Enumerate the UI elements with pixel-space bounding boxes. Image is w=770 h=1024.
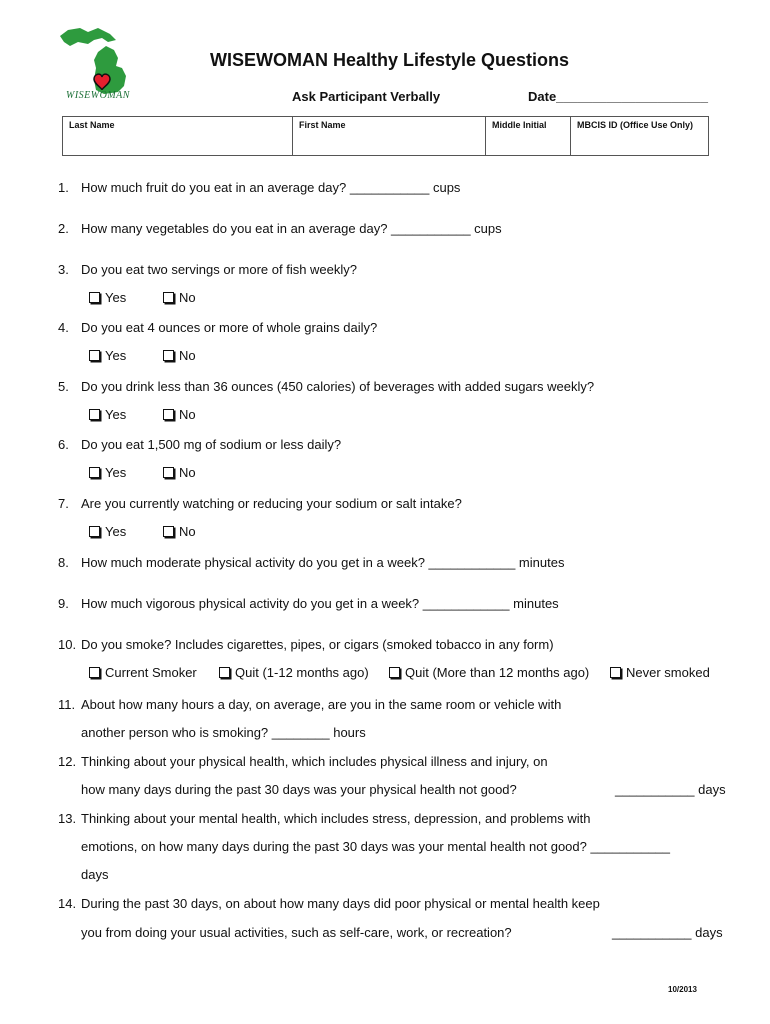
q6-no-option[interactable] — [163, 465, 196, 480]
question-5-text: Do you drink less than 36 ounces (450 calories) of beverages with added sugars weekly? — [81, 379, 595, 394]
option-label: Current Smoker — [105, 665, 197, 680]
checkbox-icon[interactable] — [610, 667, 621, 678]
logo-text: WISEWOMAN — [66, 90, 130, 101]
question-number: 5. — [58, 379, 69, 394]
question-8-text[interactable]: How much moderate physical activity do you get in a week? ____________ minutes — [81, 555, 565, 570]
question-14-text: During the past 30 days, on about how many days did poor physical or mental health keep — [81, 896, 600, 911]
checkbox-icon[interactable] — [389, 667, 400, 678]
question-number: 9. — [58, 596, 69, 611]
question-number: 8. — [58, 555, 69, 570]
checkbox-icon[interactable] — [89, 292, 100, 303]
checkbox-icon[interactable] — [163, 292, 174, 303]
checkbox-icon[interactable] — [89, 467, 100, 478]
option-label: No — [179, 524, 196, 539]
checkbox-icon[interactable] — [89, 526, 100, 537]
date-field[interactable]: Date_____________________ — [528, 89, 709, 104]
question-2-text[interactable]: How many vegetables do you eat in an average day? ___________ cups — [81, 221, 502, 236]
question-1-text[interactable]: How much fruit do you eat in an average day? ___________ cups — [81, 180, 461, 195]
option-label: No — [179, 465, 196, 480]
first-name-cell[interactable]: First Name — [293, 117, 486, 156]
checkbox-icon[interactable] — [89, 350, 100, 361]
question-3-text: Do you eat two servings or more of fish weekly? — [81, 262, 358, 277]
option-label: No — [179, 290, 196, 305]
question-number: 7. — [58, 496, 69, 511]
option-label: Yes — [105, 407, 127, 422]
smoke-option-quit-long[interactable] — [389, 665, 589, 680]
q4-yes-option[interactable] — [89, 348, 126, 363]
question-number: 13. — [58, 811, 77, 826]
question-13-unit: days — [81, 867, 109, 882]
q3-no-option[interactable] — [163, 290, 196, 305]
question-9-text[interactable]: How much vigorous physical activity do you get in a week? ____________ minutes — [81, 596, 559, 611]
question-number: 14. — [58, 896, 77, 911]
question-number: 10. — [58, 637, 77, 652]
question-14-answer-blank[interactable]: ___________ days — [612, 925, 723, 940]
q7-no-option[interactable] — [163, 524, 196, 539]
checkbox-icon[interactable] — [163, 409, 174, 420]
question-12-text-line2: how many days during the past 30 days was your physical health not good? — [81, 782, 517, 797]
question-13-answer-line[interactable]: emotions, on how many days during the past 30 days was your mental health not good? ___________ — [81, 839, 671, 854]
checkbox-icon[interactable] — [163, 526, 174, 537]
q7-yes-option[interactable] — [89, 524, 126, 539]
option-label: Yes — [105, 348, 127, 363]
question-4-text: Do you eat 4 ounces or more of whole grains daily? — [81, 320, 378, 335]
checkbox-icon[interactable] — [163, 467, 174, 478]
question-number: 11. — [58, 697, 76, 712]
question-number: 12. — [58, 754, 77, 769]
smoke-option-never[interactable] — [610, 665, 710, 680]
question-11-answer-line[interactable]: another person who is smoking? ________ hours — [81, 725, 366, 740]
question-11-text: About how many hours a day, on average, are you in the same room or vehicle with — [81, 697, 562, 712]
participant-id-table — [62, 116, 709, 156]
smoke-option-quit-recent[interactable] — [219, 665, 369, 680]
question-13-text: Thinking about your mental health, which includes stress, depression, and problems with — [81, 811, 591, 826]
question-10-text: Do you smoke? Includes cigarettes, pipes, or cigars (smoked tobacco in any form) — [81, 637, 554, 652]
ask-instruction: Ask Participant Verbally — [292, 89, 441, 104]
question-6-text: Do you eat 1,500 mg of sodium or less daily? — [81, 437, 342, 452]
question-12-text: Thinking about your physical health, which includes physical illness and injury, on — [81, 754, 548, 769]
checkbox-icon[interactable] — [219, 667, 230, 678]
option-label: No — [179, 348, 196, 363]
q5-yes-option[interactable] — [89, 407, 126, 422]
option-label: Yes — [105, 465, 127, 480]
last-name-cell[interactable]: Last Name — [63, 117, 293, 156]
question-number: 3. — [58, 262, 69, 277]
question-number: 2. — [58, 221, 69, 236]
question-7-text: Are you currently watching or reducing your sodium or salt intake? — [81, 496, 462, 511]
q3-yes-option[interactable] — [89, 290, 126, 305]
question-12-answer-blank[interactable]: ___________ days — [615, 782, 726, 797]
smoke-option-current[interactable] — [89, 665, 197, 680]
option-label: Quit (1-12 months ago) — [235, 665, 369, 680]
question-number: 4. — [58, 320, 69, 335]
checkbox-icon[interactable] — [163, 350, 174, 361]
mbcis-id-cell[interactable]: MBCIS ID (Office Use Only) — [571, 117, 709, 156]
option-label: Quit (More than 12 months ago) — [405, 665, 590, 680]
option-label: Never smoked — [626, 665, 710, 680]
page-title: WISEWOMAN Healthy Lifestyle Questions — [210, 50, 570, 70]
checkbox-icon[interactable] — [89, 667, 100, 678]
q5-no-option[interactable] — [163, 407, 196, 422]
q4-no-option[interactable] — [163, 348, 196, 363]
question-number: 1. — [58, 180, 69, 195]
option-label: Yes — [105, 524, 127, 539]
middle-initial-cell[interactable]: Middle Initial — [486, 117, 571, 156]
question-number: 6. — [58, 437, 69, 452]
checkbox-icon[interactable] — [89, 409, 100, 420]
form-version-date: 10/2013 — [668, 985, 697, 994]
q6-yes-option[interactable] — [89, 465, 126, 480]
option-label: Yes — [105, 290, 127, 305]
option-label: No — [179, 407, 196, 422]
question-14-text-line2: you from doing your usual activities, such as self-care, work, or recreation? — [81, 925, 512, 940]
